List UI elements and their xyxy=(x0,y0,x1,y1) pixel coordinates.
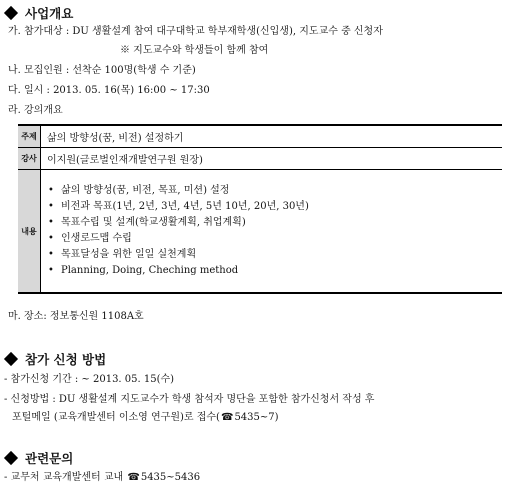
row-value: 이지원(글로벌인재개발연구원 원장) xyxy=(41,148,503,170)
bullet-icon: • xyxy=(48,233,54,244)
lecture-table xyxy=(18,124,502,294)
list-item: • 목표달성을 위한 일일 실천계획 xyxy=(47,247,502,263)
section-apply-heading xyxy=(4,350,106,368)
date-line: 다. 일시 : 2013. 05. 16(목) 16:00 ~ 17:30 xyxy=(8,85,210,96)
section-title: 관련문의 xyxy=(25,451,74,466)
bullet-icon: • xyxy=(48,265,54,276)
section-contact-heading xyxy=(4,449,73,467)
place-line: 마. 장소: 정보통신원 1108A호 xyxy=(8,311,144,322)
period-line: - 참가신청 기간 : ~ 2013. 05. 15(수) xyxy=(4,374,175,385)
row-value: 삶의 방향성(꿈, 비전) 설정하기 xyxy=(41,125,503,148)
list-item: • 목표수립 및 설계(학교생활계획, 취업계획) xyxy=(47,215,502,231)
phone-icon: ☎ xyxy=(127,472,140,483)
content-list xyxy=(47,183,502,279)
table-row xyxy=(18,148,502,170)
table-row xyxy=(18,170,502,294)
section-title: 참가 신청 방법 xyxy=(25,352,107,367)
row-head: 내용 xyxy=(18,170,41,294)
list-item: • 인생로드맵 수립 xyxy=(47,231,502,247)
bullet-icon: • xyxy=(48,201,54,212)
diamond-icon xyxy=(4,352,18,366)
bullet-icon: • xyxy=(48,185,54,196)
list-item: • Planning, Doing, Cheching method xyxy=(47,263,502,279)
row-value xyxy=(41,170,503,294)
diamond-icon xyxy=(4,451,18,465)
contact-line: - 교무처 교육개발센터 교내 ☎5435~5436 xyxy=(4,472,201,483)
section-overview-heading xyxy=(4,4,73,22)
target-line: 가. 참가대상 : DU 생활설계 참여 대구대학교 학부재학생(신입생), 지도교수 중 신청자 xyxy=(8,26,383,37)
list-item: • 삶의 방향성(꿈, 비전, 목표, 미션) 설정 xyxy=(47,183,502,199)
list-item: • 비전과 목표(1년, 2년, 3년, 4년, 5년 10년, 20년, 30년) xyxy=(47,199,502,215)
section-title: 사업개요 xyxy=(25,6,74,21)
table-row xyxy=(18,125,502,148)
phone-icon: ☎ xyxy=(220,412,234,423)
method-line: - 신청방법 : DU 생활설계 지도교수가 학생 참석자 명단을 포함한 참가신청서 작성 후 xyxy=(4,394,375,405)
bullet-icon: • xyxy=(48,249,54,260)
row-head: 강사 xyxy=(18,148,41,170)
row-head: 주제 xyxy=(18,125,41,148)
recruit-line: 나. 모집인원 : 선착순 100명(학생 수 기준) xyxy=(8,65,196,76)
target-note: ※ 지도교수와 학생들이 함께 참여 xyxy=(120,45,269,56)
lecture-heading: 라. 강의개요 xyxy=(8,105,63,116)
bullet-icon: • xyxy=(48,217,54,228)
diamond-icon xyxy=(4,6,18,20)
method-line-cont: 포털메일 (교육개발센터 이소영 연구원)로 접수(☎5435~7) xyxy=(12,412,279,423)
